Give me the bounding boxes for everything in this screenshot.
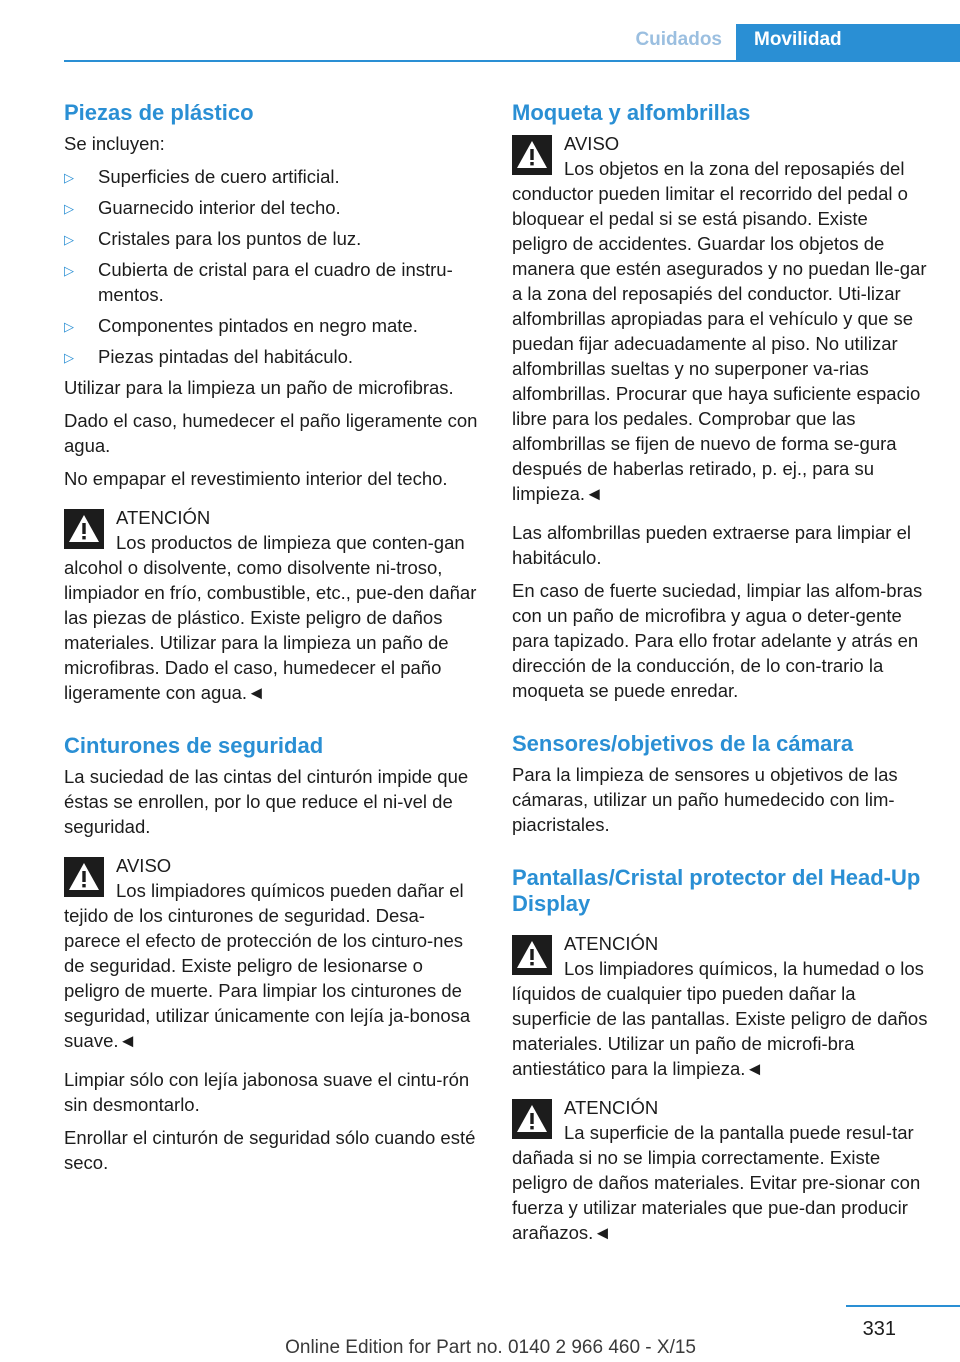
bullet-triangle-icon: ▷: [64, 170, 74, 185]
footer-divider: [846, 1305, 960, 1307]
section-title-displays: Pantallas/Cristal protector del Head-Up Display: [512, 865, 921, 916]
warning-triangle-icon: [512, 135, 552, 175]
page-number: 331: [862, 1318, 896, 1340]
bullet-triangle-icon: ▷: [64, 201, 74, 216]
section-title-plastic-parts: Piezas de plástico: [64, 100, 254, 125]
paragraph: En caso de fuerte suciedad, limpiar las alfom‐bras con un paño de microfibra y agua o deter‐gente para tapizado. Para ello frotar adelante y atrás en dirección de la conducción, de lo con‐trario la moqueta se puede enredar.: [512, 580, 923, 701]
edition-note: Online Edition for Part no. 0140 2 966 460 - X/15: [285, 1337, 696, 1358]
right-column: [512, 100, 928, 1259]
section-title-carpets: Moqueta y alfombrillas: [512, 100, 751, 125]
warning-triangle-icon: [64, 509, 104, 549]
list-item: ▷ Superficies de cuero artificial.: [64, 164, 480, 189]
warning-text: Los objetos en la zona del reposapiés del conductor pueden limitar el recorrido del pedal o bloquear el pedal si se está pisando. Existe peligro de accidentes. Guardar los objetos de manera que estén asegurados y no puedan lle‐gar a la zona del reposapiés del conductor. Uti‐lizar alfombrillas apropiadas para el vehículo y que se puedan fijar adecuadamente al piso. No utilizar alfombrillas sueltas y no superponer va‐rias alfombrillas. Procurar que haya suficiente espacio libre para los pedales. Comprobar que las alfombrillas se fijen de nuevo de forma se‐gura después de haberlas retirado, p. ej., para su limpieza.◄: [512, 158, 927, 504]
warning-label: ATENCIÓN: [564, 933, 659, 954]
warning-triangle-icon: [512, 935, 552, 975]
warning-block: [512, 131, 928, 506]
section-intro: Se incluyen:: [64, 133, 165, 154]
page-header: [64, 24, 960, 62]
paragraph: No empapar el revestimiento interior del techo.: [64, 468, 448, 489]
list-item: ▷ Cubierta de cristal para el cuadro de instru‐mentos.: [64, 259, 453, 305]
paragraph: Limpiar sólo con lejía jabonosa suave el cintu‐rón sin desmontarlo.: [64, 1069, 470, 1115]
section-title-camera-sensors: Sensores/objetivos de la cámara: [512, 731, 854, 756]
paragraph: Utilizar para la limpieza un paño de microfibras.: [64, 377, 454, 398]
paragraph: Las alfombrillas pueden extraerse para limpiar el habitáculo.: [512, 522, 911, 568]
warning-label: AVISO: [564, 133, 620, 154]
warning-text: Los limpiadores químicos pueden dañar el tejido de los cinturones de seguridad. Desa‐parece el efecto de protección de los cinturo‐nes de seguridad. Existe peligro de lesionarse o peligro de muerte. Para limpiar los cinturones de seguridad, utilizar únicamente con lejía ja‐bonosa suave.◄: [64, 880, 471, 1051]
bullet-triangle-icon: ▷: [64, 350, 74, 365]
warning-block: [64, 853, 480, 1053]
chapter-tab-cuidados[interactable]: Cuidados: [635, 29, 722, 50]
plastic-parts-list: [64, 164, 480, 369]
list-item: ▷ Componentes pintados en negro mate.: [64, 313, 480, 338]
list-item: ▷ Cristales para los puntos de luz.: [64, 226, 480, 251]
warning-text: La superficie de la pantalla puede resul‐tar dañada si no se limpia correctamente. Existe peligro de daños materiales. Evitar pre‐sionar con fuerza y utilizar materiales que pue‐dan producir arañazos.◄: [512, 1122, 921, 1243]
paragraph: Para la limpieza de sensores u objetivos de las cámaras, utilizar un paño humedecido con lim‐piacristales.: [512, 764, 898, 835]
paragraph: Dado el caso, humedecer el paño ligeramente con agua.: [64, 410, 478, 456]
section-title-seat-belts: Cinturones de seguridad: [64, 733, 324, 758]
list-item: ▷ Piezas pintadas del habitáculo.: [64, 344, 480, 369]
list-item: ▷ Guarnecido interior del techo.: [64, 195, 480, 220]
warning-block: [64, 505, 480, 705]
bullet-triangle-icon: ▷: [64, 263, 74, 278]
warning-block: [512, 931, 928, 1081]
paragraph: La suciedad de las cintas del cinturón impide que éstas se enrollen, por lo que reduce el ni‐vel de seguridad.: [64, 766, 469, 837]
warning-text: Los productos de limpieza que conten‐gan alcohol o disolvente, como disolvente ni‐troso, limpiador en frío, combustible, etc., pue‐den dañar las piezas de plástico. Existe peligro de daños materiales. Utilizar para la limpieza un paño de microfibras. Dado el caso, humedecer el paño ligeramente con agua.◄: [64, 532, 477, 703]
warning-label: ATENCIÓN: [116, 507, 211, 528]
warning-text: Los limpiadores químicos, la humedad o los líquidos de cualquier tipo pueden dañar la superficie de las pantallas. Existe peligro de daños materiales. Utilizar un paño de microfi‐bra antiestático para la limpieza.◄: [512, 958, 928, 1079]
warning-label: ATENCIÓN: [564, 1097, 659, 1118]
paragraph: Enrollar el cinturón de seguridad sólo cuando esté seco.: [64, 1127, 476, 1173]
bullet-triangle-icon: ▷: [64, 232, 74, 247]
warning-label: AVISO: [116, 855, 172, 876]
warning-block: [512, 1095, 928, 1245]
chapter-tab-movilidad[interactable]: Movilidad: [736, 24, 960, 60]
left-column: [64, 100, 480, 1183]
bullet-triangle-icon: ▷: [64, 319, 74, 334]
warning-triangle-icon: [64, 857, 104, 897]
warning-triangle-icon: [512, 1099, 552, 1139]
